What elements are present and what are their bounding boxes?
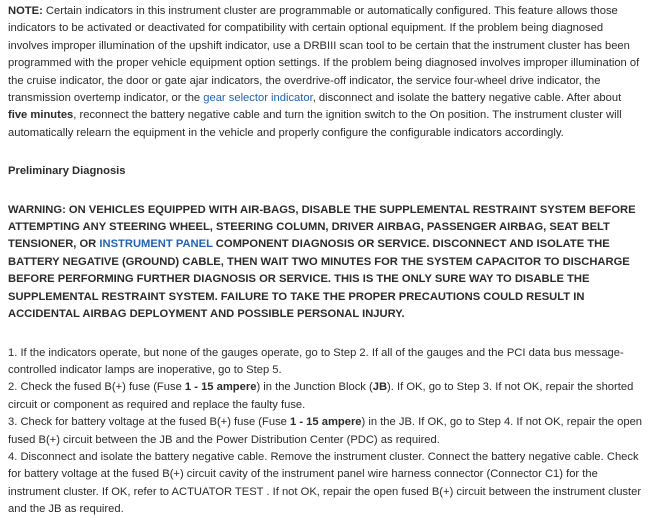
warning-text-2: COMPONENT DIAGNOSIS OR SERVICE. DISCONNECT AND ISOLATE THE BATTERY NEGATIVE (GROUND) CABLE, THEN WAIT TWO MINUTES FOR THE SYSTEM CAPACITOR TO DISCHARGE BEFORE PERFORMING FURTHER DIAGNOSIS OR SERVICE. THIS IS THE ONLY SURE WAY TO DISABLE THE SUPPLEMENTAL RESTRAINT SYSTEM. FAILURE TO TAKE THE PROPER PRECAUTIONS COULD RESULT IN ACCIDENTAL AIRBAG DEPLOYMENT AND POSSIBLE PERSONAL INJURY. — [8, 238, 630, 321]
step-3-fuse-rating: 1 - 15 ampere — [290, 416, 362, 429]
note-bold-time: five minutes — [8, 109, 74, 122]
step-3 — [8, 414, 642, 449]
gear-selector-indicator-link[interactable]: gear selector indicator — [203, 92, 313, 105]
step-4: 4. Disconnect and isolate the battery negative cable. Remove the instrument cluster. Connect the battery negative cable. Check for battery voltage at the fused B(+) circuit cavity of the instrument panel wire harness connector (Connector C1) for the instrument cluster. If OK, refer to ACTUATOR TEST . If not OK, repair the open fused B(+) circuit between the instrument cluster and the JB as required. — [8, 450, 642, 516]
section-title: Preliminary Diagnosis — [8, 165, 126, 178]
step-2 — [8, 379, 642, 414]
note-text-1: Certain indicators in this instrument cluster are programmable or automatically configured. This feature allows those indicators to be activated or deactivated for compatibility with certain optional equipment. If the problem being diagnosed involves improper illumination of the upshift indicator, use a DRBIII scan tool to be certain that the instrument cluster has been programmed with the proper vehicle equipment option settings. If the problem being diagnosed involves improper illumination of the cruise indicator, the door or gate ajar indicators, the overdrive-off indicator, the service four-wheel drive indicator, the transmission overtemp indicator, or the — [8, 5, 640, 105]
note-text-3: , reconnect the battery negative cable and turn the ignition switch to the On position. The instrument cluster will automatically relearn the equipment in the vehicle and properly configure the configurable indicators accordingly. — [8, 109, 622, 139]
step-2-fuse-rating: 1 - 15 ampere — [184, 381, 257, 394]
step-2-text-c: ) in the Junction Block ( — [256, 381, 373, 394]
step-1: 1. If the indicators operate, but none of the gauges operate, go to Step 2. If all of the gauges and the PCI data bus message-controlled indicator lamps are inoperative, go to Step 5. — [8, 346, 624, 376]
instrument-panel-link[interactable]: INSTRUMENT PANEL — [99, 238, 213, 251]
step-2-text-a: 2. Check the fused B(+) fuse (Fuse — [8, 381, 185, 394]
note-label: NOTE: — [8, 5, 43, 17]
step-3-text-c: ) in the JB. If OK, go to Step 4. If not OK, repair the open fused B(+) circuit between the JB and the Power Distribution Center (PDC) as required. — [8, 416, 643, 446]
step-3-text-a: 3. Check for battery voltage at the fused B(+) fuse (Fuse — [8, 416, 291, 429]
note-paragraph — [8, 3, 642, 142]
warning-paragraph — [8, 202, 642, 324]
note-text-2: , disconnect and isolate the battery negative cable. After about — [312, 92, 622, 105]
step-2-jb: JB — [372, 381, 388, 394]
diagnosis-steps — [8, 345, 642, 519]
step-2-text-e: ). If OK, go to Step 3. If not OK, repair the shorted circuit or component as required and replace the faulty fuse. — [8, 381, 634, 411]
warning-text-1: WARNING: ON VEHICLES EQUIPPED WITH AIR-BAGS, DISABLE THE SUPPLEMENTAL RESTRAINT SYSTEM BEFORE ATTEMPTING ANY STEERING WHEEL, STEERING COLUMN, DRIVER AIRBAG, PASSENGER AIRBAG, SEAT BELT TENSIONER, OR — [8, 203, 636, 251]
